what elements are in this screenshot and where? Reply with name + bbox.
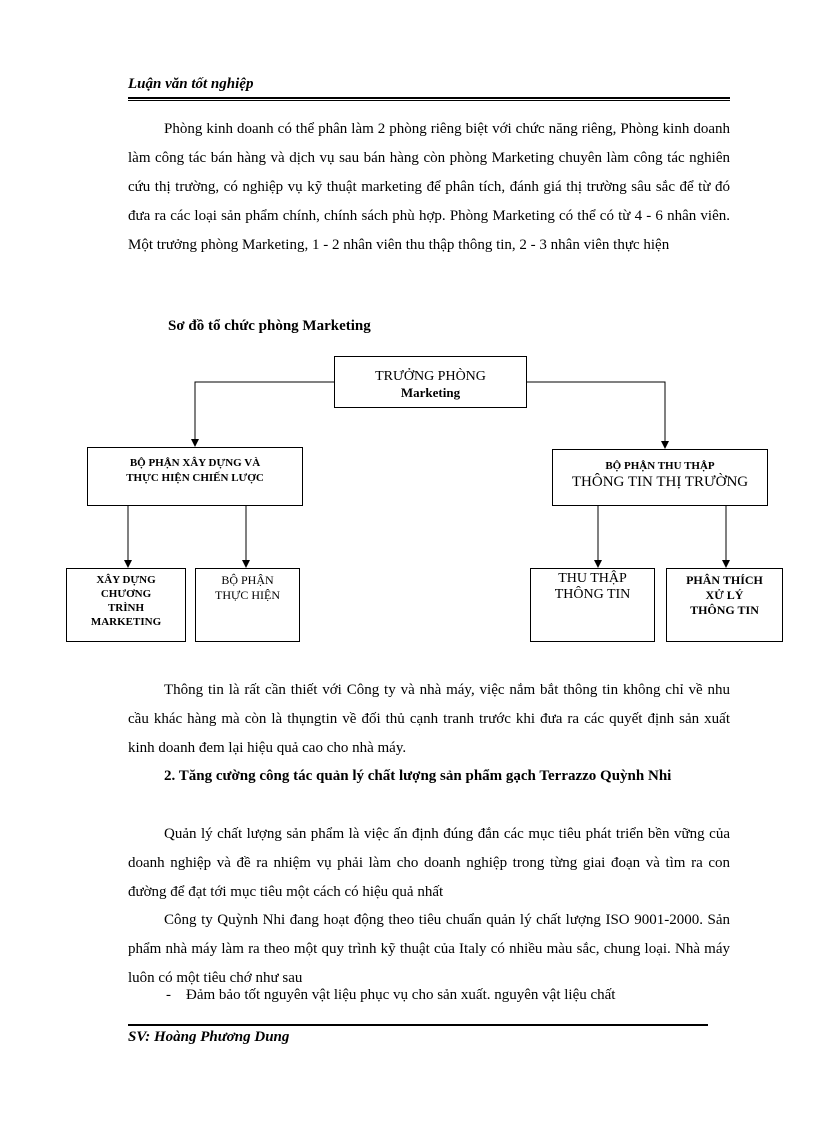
- running-header-title: Luận văn tốt nghiệp: [128, 76, 254, 92]
- org-box-info-analysis: [666, 568, 783, 642]
- org-chart-title: Sơ đồ tổ chức phòng Marketing: [168, 318, 371, 334]
- paragraph-information-importance: Thông tin là rất cần thiết với Công ty và nhà máy, việc nắm bắt thông tin không chỉ về nhu cầu khác hàng mà còn là thụngtin về đối thủ cạnh tranh trước khi đưa ra các quyết định sản xuất kinh doanh đem lại hiệu quả cao cho nhà máy.: [128, 682, 730, 756]
- org-box-marketing-program: [66, 568, 186, 642]
- org-box-label: THÔNG TIN: [690, 603, 759, 617]
- org-box-label: THU THẬP: [558, 571, 627, 586]
- org-box-label: BỘ PHẬN THU THẬP: [605, 460, 715, 472]
- org-box-label: XỬ LÝ: [705, 588, 744, 602]
- org-box-label: MARKETING: [90, 616, 162, 628]
- org-box-label: THỰC HIỆN CHIẾN LƯỢC: [126, 472, 264, 484]
- org-box-label: XÂY DỰNG: [96, 574, 156, 586]
- footer-author: SV: Hoàng Phương Dung: [128, 1029, 290, 1045]
- org-box-strategy-department: [87, 447, 303, 506]
- paragraph-marketing-department: Phòng kinh doanh có thể phân làm 2 phòng riêng biệt với chức năng riêng, Phòng kinh doanh làm công tác bán hàng và dịch vụ sau bán hàng còn phòng Marketing chuyên làm công tác nghiên cứu thị trường, có nghiệp vụ kỹ thuật marketing để phân tích, đánh giá thị trường sâu sắc để từ đó đưa ra các loại sản phẩm chính, chính sách phù hợp. Phòng Marketing có thể có từ 4 - 6 nhân viên. Một trưởng phòng Marketing, 1 - 2 nhân viên thu thập thông tin, 2 - 3 nhân viên thực hiện: [128, 121, 730, 253]
- org-box-label: THỰC HIỆN: [215, 588, 280, 602]
- org-box-label: BỘ PHẬN XÂY DỰNG VÀ: [129, 457, 261, 469]
- org-box-label: Marketing: [400, 385, 461, 400]
- paragraph-iso-standard: Công ty Quỳnh Nhi đang hoạt động theo tiêu chuẩn quản lý chất lượng ISO 9001-2000. Sản phẩm nhà máy làm ra theo một quy trình kỹ thuật của Italy có nhiều màu sắc, chung loại. Nhà máy luôn có một tiêu chớ như sau: [128, 912, 730, 986]
- org-box-label: THÔNG TIN: [554, 587, 631, 602]
- footer-rule: [128, 1024, 708, 1026]
- org-box-info-collection: [530, 568, 655, 642]
- org-box-label: PHÂN THÍCH: [686, 573, 763, 587]
- paragraph-quality-definition: Quản lý chất lượng sản phẩm là việc ấn định đúng đắn các mục tiêu phát triển bền vững của doanh nghiệp và đề ra nhiệm vụ phải làm cho doanh nghiệp trong từng giai đoạn và tìm ra con đường để đạt tới mục tiêu một cách có hiệu quả nhất: [128, 826, 730, 900]
- bullet-dash: -: [166, 987, 171, 1003]
- org-box-head-of-marketing: [334, 356, 527, 408]
- bullet-text: Đảm bảo tốt nguyên vật liệu phục vụ cho sản xuất. nguyên vật liệu chất: [186, 987, 616, 1003]
- bullet-item: [166, 985, 615, 1005]
- connector-root-to-left: [195, 382, 334, 446]
- org-box-label: TRƯỞNG PHÒNG: [375, 369, 486, 384]
- connector-root-to-right: [527, 382, 665, 448]
- org-box-market-info-department: [552, 449, 768, 506]
- org-box-label: CHƯƠNG: [100, 588, 152, 600]
- section-heading-quality-management: 2. Tăng cường công tác quản lý chất lượng sản phẩm gạch Terrazzo Quỳnh Nhi: [164, 768, 672, 784]
- org-box-label: TRÌNH: [107, 602, 145, 614]
- org-box-label: BỘ PHẬN: [221, 573, 274, 587]
- org-box-label: THÔNG TIN THỊ TRƯỜNG: [571, 474, 749, 490]
- org-box-execution-unit: [195, 568, 300, 642]
